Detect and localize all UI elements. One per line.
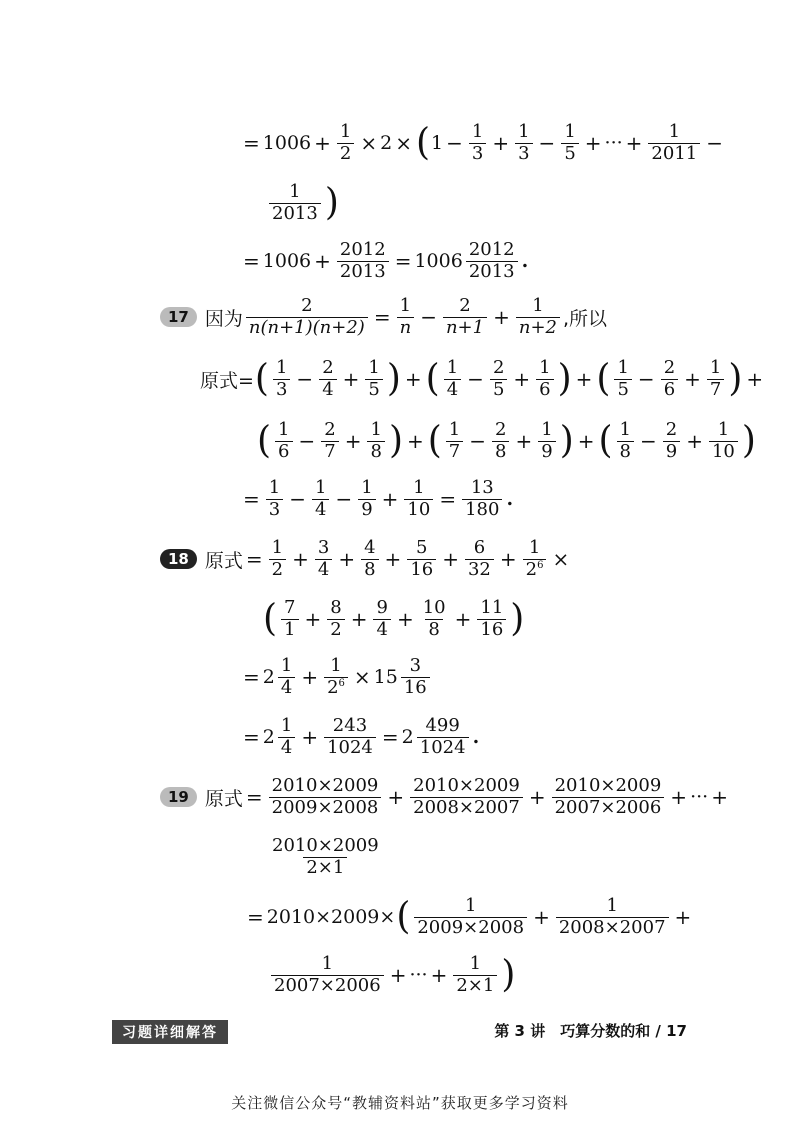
fraction: $\frac{1}{n}$ — [397, 296, 415, 338]
plus-sign: + — [314, 131, 331, 156]
number: 1 — [431, 132, 444, 155]
fraction: $\frac{1}{2011}$ — [648, 122, 700, 164]
fraction: $\frac{2012}{2013}$ — [466, 240, 518, 282]
problem-18-line-4: = 2 $\frac{1}{4}$ + $\frac{243}{1024}$ = 2 $\frac{499}{1024}$ . — [243, 715, 480, 758]
fraction: $\frac{1}{5}$ — [561, 122, 578, 164]
equation-line-2 — [266, 182, 340, 224]
problem-19-line-4: $\frac{1}{2007\times 2006}$ + ··· + $\frac{1}{2\times 1}$ ) — [268, 954, 516, 996]
problem-18-line-3: = 2 $\frac{1}{4}$ + $\frac{1}{2^6}$ × 15 $\frac{3}{16}$ — [240, 656, 433, 698]
problem-19-line-3: = 2010×2009× ( $\frac{1}{2009\times 2008}$ + $\frac{1}{2008\times 2007}$ + — [247, 895, 692, 939]
fraction: $\frac{2012}{2013}$ — [337, 240, 389, 282]
problem-19-line-2: $\frac{2010\times 2009}{2\times 1}$ — [272, 835, 379, 878]
problem-17-line-2: 原式= ( $\frac{1}{3}$ − $\frac{2}{4}$ + $\frac{1}{5}$ ) + ( $\frac{1}{4}$ − $\frac{2}{5}$ + $\frac{1}{6}$ ) + ( $\frac{1}{5}$ − $\frac{2}{6}$ + $\frac{1}{7}$ ) + — [200, 357, 764, 401]
chapter-page-label: 第 3 讲 巧算分数的和 / 17 — [494, 1022, 687, 1040]
minus-sign: − — [706, 131, 723, 156]
section-label: 习题详细解答 — [112, 1020, 228, 1044]
problem-number-badge: 19 — [160, 787, 197, 807]
number: 1006 — [262, 132, 312, 155]
fraction: $\frac{2}{n(n+1)(n+2)}$ — [246, 296, 368, 338]
plus-sign: + — [625, 131, 643, 156]
problem-number-badge: 17 — [160, 307, 197, 327]
minus-sign: − — [538, 131, 556, 156]
problem-17-line-3: ( $\frac{1}{6}$ − $\frac{2}{7}$ + $\frac{1}{8}$ ) + ( $\frac{1}{7}$ − $\frac{2}{8}$ + $\frac{1}{9}$ ) + ( $\frac{1}{8}$ − $\frac{2}{9}$ + $\frac{1}{10}$ ) — [257, 419, 756, 463]
minus-sign: − — [446, 131, 463, 156]
fraction: $\frac{1}{3}$ — [469, 122, 486, 164]
problem-17-line-1: 17 因为 $\frac{2}{n(n+1)(n+2)}$ = $\frac{1}{n}$ − $\frac{2}{n+1}$ + $\frac{1}{n+2}$ ,所以 — [160, 296, 607, 338]
fraction: $\frac{1}{2}$ — [337, 122, 354, 164]
fraction: $\frac{2}{n+1}$ — [443, 296, 487, 338]
fraction: $\frac{1}{n+2}$ — [516, 296, 560, 338]
problem-17-line-4: = $\frac{1}{3}$ − $\frac{1}{4}$ − $\frac{1}{9}$ + $\frac{1}{10}$ = $\frac{13}{180}$ . — [243, 477, 514, 520]
label: 原式 — [204, 549, 243, 572]
page-footer — [112, 1018, 687, 1048]
equation-line-3: = 1006 + $\frac{2012}{2013}$ = 1006 $\frac{2012}{2013}$ . — [243, 239, 529, 282]
ellipsis: ··· — [604, 132, 623, 155]
text: ,所以 — [563, 307, 608, 330]
problem-18-line-2: ( $\frac{7}{1}$ + $\frac{8}{2}$ + $\frac{9}{4}$ + $\frac{10}{8}$ + $\frac{11}{16}$ ) — [263, 597, 525, 641]
fraction: $\frac{1}{3}$ — [515, 122, 532, 164]
eq-sign: = — [243, 131, 260, 156]
plus-sign: + — [584, 131, 602, 156]
plus-sign: + — [492, 131, 510, 156]
times-sign: × — [360, 131, 378, 156]
times-sign: × — [395, 131, 412, 156]
number: 2 — [380, 132, 393, 155]
watermark-text: 关注微信公众号“教辅资料站”获取更多学习资料 — [231, 1094, 569, 1112]
text: 因为 — [204, 307, 243, 330]
problem-number-badge: 18 — [160, 549, 197, 569]
problem-18-line-1: 18 原式 = $\frac{1}{2}$ + $\frac{3}{4}$ + $\frac{4}{8}$ + $\frac{5}{16}$ + $\frac{6}{32}$ + $\frac{1}{2^6}$ × — [160, 538, 572, 580]
right-paren: ) — [324, 181, 339, 225]
equation-line-1 — [240, 122, 726, 164]
label: 原式= — [200, 369, 254, 392]
label: 原式 — [204, 787, 243, 810]
left-paren: ( — [415, 121, 431, 165]
fraction: $\frac{1}{2013}$ — [269, 182, 321, 224]
problem-19-line-1: 19 原式 = $\frac{2010\times 2009}{2009\times 2008}$ + $\frac{2010\times 2009}{2008\times 2007}$ + $\frac{2010\times 2009}{2007\times 2006}$ + ··· + — [160, 776, 731, 818]
